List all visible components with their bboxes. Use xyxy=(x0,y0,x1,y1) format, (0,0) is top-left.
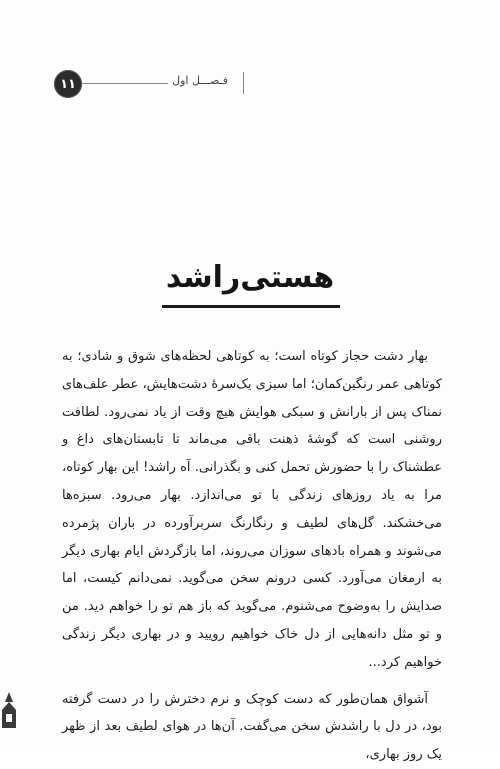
paragraph: بهار دشت حجاز کوتاه است؛ به کوتاهی لحظه‌های شوق و شادی؛ به کوتاهی عمر رنگین‌کمان؛ اما سبزی یک‌سرهٔ دشت‌هایش، عطر علف‌های نمناک پس از بارانش و سبکی هوایش هیچ وقت از یاد نمی‌رود. لطافت روشنی است که گوشهٔ ذهنت باقی می‌ماند تا تابستان‌های داغ و عطشناک را با حضورش تحمل کنی و بگذرانی. آه راشد! این بهار کوتاه، مرا به یاد روزهای زندگی با تو می‌اندازد. بهار می‌رود. سبزه‌ها می‌خشکند. گل‌های لطیف و رنگارنگ سربرآورده در باران پژمرده می‌شوند و همراه بادهای سوزان می‌روند، اما بازگردش ایام بهاری دیگر به ارمغان می‌آورد. کسی درونم سخن می‌گوید. نمی‌دانم کیست، اما صدایش را به‌وضوح می‌شنوم. می‌گوید که باز هم تو را خواهم دید. من و تو مثل دانه‌هایی از دل خاک خواهیم رویید و در بهاری دیگر زندگی خواهیم کرد... xyxy=(62,349,442,670)
chapter-title: هستی‌راشد xyxy=(165,260,335,295)
title-underline xyxy=(162,305,340,308)
chapter-label: فـصـــل اول xyxy=(168,74,232,87)
paragraph: آشواق همان‌طور که دست کوچک و نرم دخترش را در دست گرفته بود، در دل با راشدش سخن می‌گفت. آن‌ها در هوای لطیف بعد از ظهر یک روز بهاری، xyxy=(62,691,442,763)
publisher-logo-icon xyxy=(0,688,18,730)
header-tick xyxy=(243,72,244,94)
body-text xyxy=(62,343,442,769)
page-number-badge: ۱۱ xyxy=(54,70,82,98)
page-header xyxy=(54,68,244,100)
